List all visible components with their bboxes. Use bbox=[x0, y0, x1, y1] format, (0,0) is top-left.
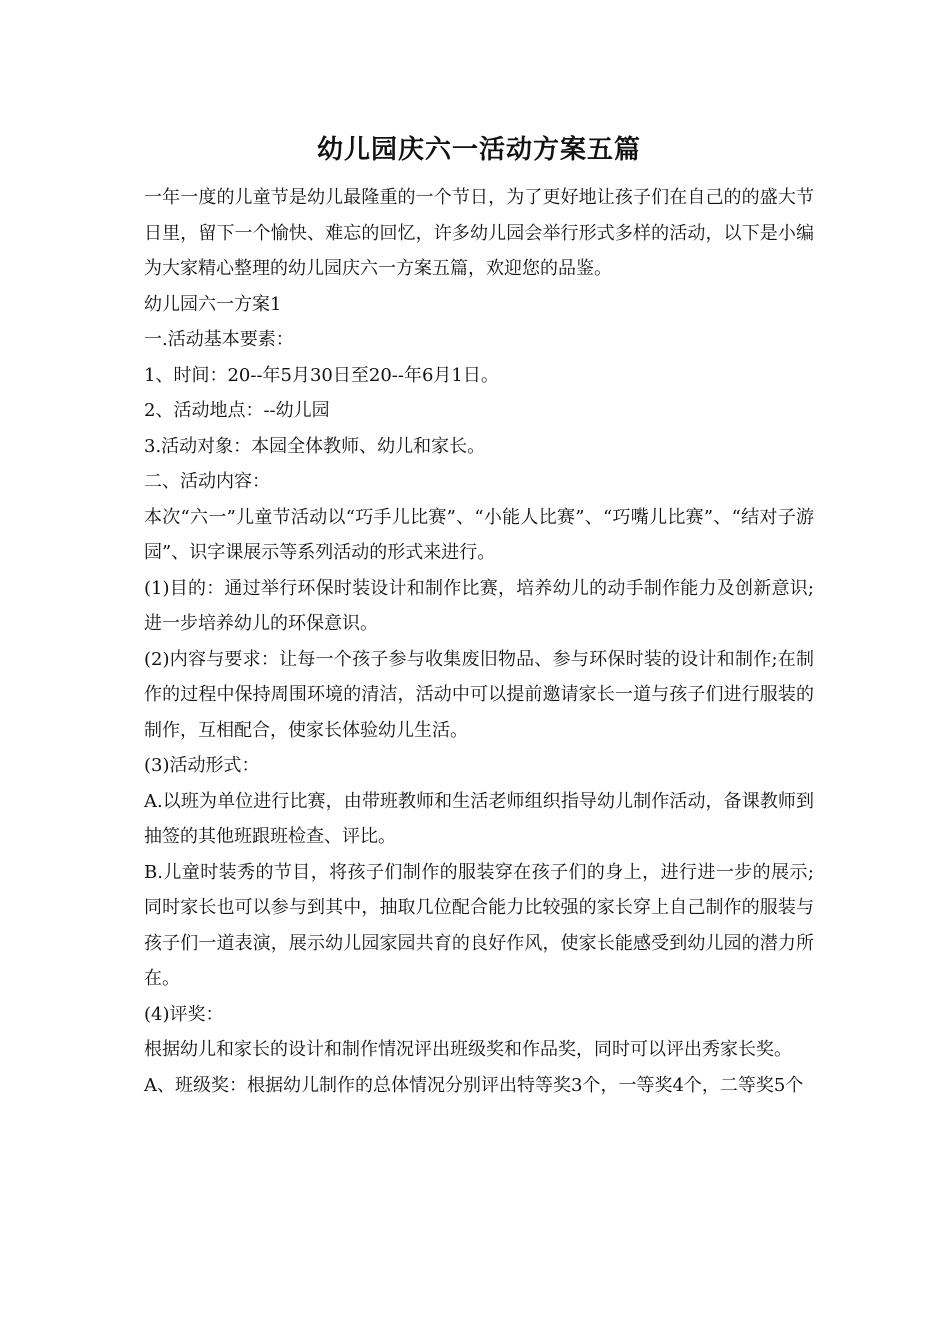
item-location: 2、活动地点：--幼儿园 bbox=[144, 400, 330, 421]
document-title: 幼儿园庆六一活动方案五篇 bbox=[316, 135, 641, 165]
section-heading-plan-1: 幼儿园六一方案1 bbox=[144, 293, 282, 315]
intro-paragraph: 一年一度的儿童节是幼儿最隆重的一个节日，为了更好地让孩子们在自己的的盛大节日里，留下一个愉快、难忘的回忆，许多幼儿园会举行形式多样的活动，以下是小编为大家精心整理的幼儿园庆六一方案五篇，欢迎您的品鉴。 bbox=[144, 187, 814, 279]
content-paragraph: 本次“六一”儿童节活动以“巧手儿比赛”、“小能人比赛”、“巧嘴儿比赛”、“结对子游园”、识字课展示等系列活动的形式来进行。 bbox=[144, 506, 814, 563]
format-item-b: B.儿童时装秀的节目，将孩子们制作的服装穿在孩子们的身上，进行进一步的展示;同时家长也可以参与到其中，抽取几位配合能力比较强的家长穿上自己制作的服装与孩子们一道表演，展示幼儿园家园共育的良好作风，使家长能感受到幼儿园的潜力所在。 bbox=[144, 861, 814, 989]
item-time: 1、时间：20--年5月30日至20--年6月1日。 bbox=[144, 364, 499, 386]
item-awards-heading: (4)评奖： bbox=[144, 1003, 224, 1025]
section-heading-basic-elements: 一.活动基本要素： bbox=[144, 329, 294, 350]
section-heading-content: 二、活动内容： bbox=[144, 471, 270, 492]
awards-paragraph: 根据幼儿和家长的设计和制作情况评出班级奖和作品奖，同时可以评出秀家长奖。 bbox=[144, 1039, 792, 1060]
item-purpose: (1)目的：通过举行环保时装设计和制作比赛，培养幼儿的动手制作能力及创新意识;进一步培养幼儿的环保意识。 bbox=[144, 577, 814, 634]
awards-item-a: A、班级奖：根据幼儿制作的总体情况分别评出特等奖3个，一等奖4个，二等奖5个 bbox=[144, 1074, 804, 1096]
item-requirements: (2)内容与要求：让每一个孩子参与收集废旧物品、参与环保时装的设计和制作;在制作的过程中保持周围环境的清洁，活动中可以提前邀请家长一道与孩子们进行服装的制作，互相配合，使家长体验幼儿生活。 bbox=[144, 648, 814, 741]
item-audience: 3.活动对象：本园全体教师、幼儿和家长。 bbox=[144, 435, 486, 457]
format-item-a: A.以班为单位进行比赛，由带班教师和生活老师组织指导幼儿制作活动，备课教师到抽签的其他班跟班检查、评比。 bbox=[144, 790, 814, 847]
item-format-heading: (3)活动形式： bbox=[144, 755, 260, 776]
document-page bbox=[144, 128, 814, 1103]
